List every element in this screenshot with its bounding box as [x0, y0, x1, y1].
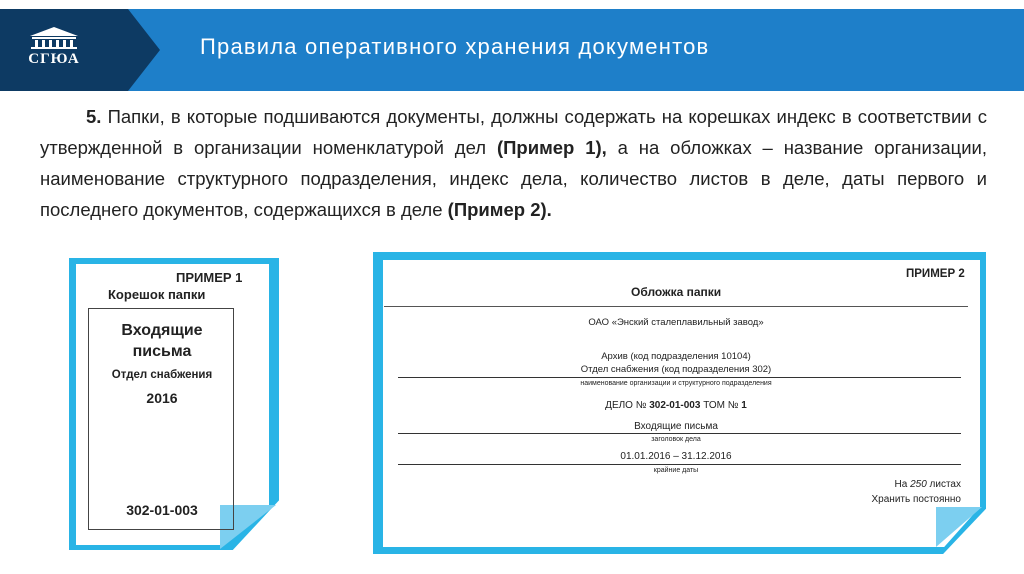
- cover-organization: ОАО «Энский сталеплавильный завод»: [588, 317, 764, 328]
- spine-title-line-1: Входящие: [121, 322, 203, 339]
- cover-archive: Архив (код подразделения 10104): [601, 351, 751, 362]
- sheets-prefix: На: [894, 479, 908, 490]
- cover-line-3: [398, 464, 961, 465]
- cover-dates: 01.01.2016 – 31.12.2016: [620, 451, 732, 462]
- spine-label: [88, 308, 234, 530]
- cover-line-2: [398, 433, 961, 434]
- spine-index: 302-01-003: [126, 502, 198, 518]
- rule-text-2: а на обложках – название организации, наименование структурного подразделения, индекс дела, количество листов в деле, даты первого и последнего документов, содержащихся в деле: [40, 137, 988, 220]
- cover-dates-hint: крайние даты: [653, 467, 699, 474]
- volume-prefix: ТОМ №: [703, 400, 739, 411]
- logo-text: СГЮА: [28, 51, 80, 67]
- cover-header-divider: [384, 306, 968, 307]
- top-strip: [0, 0, 1024, 9]
- rule-text-1: Папки, в которые подшиваются документы, должны содержать на корешках индекс в соответствии с утвержденной в организации номенклатурой дел: [40, 106, 988, 158]
- page-title: Правила оперативного хранения документов: [200, 34, 710, 59]
- cover-sheets: [895, 479, 962, 490]
- cover-case-line: [384, 400, 968, 411]
- rule-number: 5.: [86, 106, 102, 127]
- sheets-count: 250: [910, 479, 927, 490]
- university-logo: [20, 26, 88, 78]
- spine-year: 2016: [146, 390, 178, 406]
- cover-case-title: Входящие письма: [634, 421, 718, 432]
- sheets-suffix: листах: [929, 479, 961, 490]
- cover-line-1: [398, 377, 961, 378]
- cover-storage: Хранить постоянно: [871, 494, 961, 505]
- cover-department: Отдел снабжения (код подразделения 302): [580, 364, 772, 375]
- spine-department: Отдел снабжения: [111, 369, 213, 381]
- example-1-tag: ПРИМЕР 1: [176, 270, 243, 285]
- building-icon: [28, 26, 80, 50]
- cover-department-hint: наименование организации и структурного подразделения: [580, 380, 772, 387]
- case-prefix: ДЕЛО №: [605, 400, 647, 411]
- spine-title-line-2: письма: [132, 343, 192, 360]
- volume-number: 1: [741, 400, 747, 411]
- example-2-ref: (Пример 2).: [447, 199, 552, 220]
- cover-title-hint: заголовок дела: [651, 436, 701, 443]
- case-number: 302-01-003: [649, 400, 701, 411]
- example-1-ref: (Пример 1),: [496, 137, 607, 158]
- example-1-caption: Корешок папки: [108, 287, 206, 302]
- example-2-tag: ПРИМЕР 2: [906, 268, 965, 280]
- example-2-caption: Обложка папки: [631, 285, 722, 299]
- rule-paragraph: [40, 101, 987, 225]
